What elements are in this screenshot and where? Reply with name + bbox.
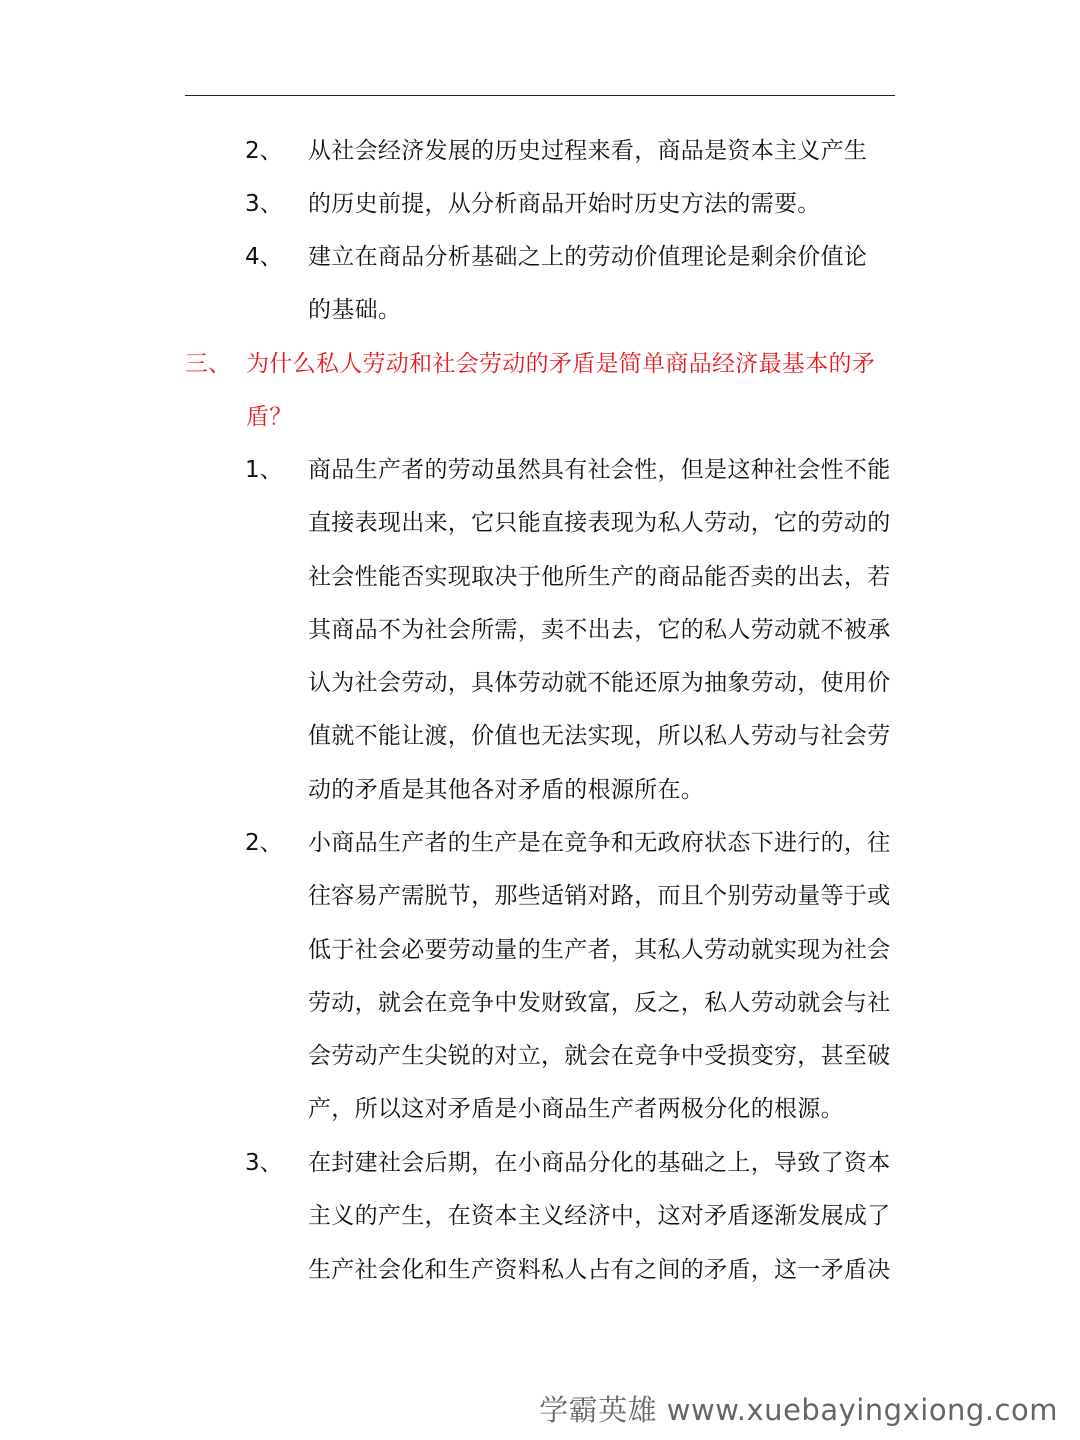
- text-line: 从社会经济发展的历史过程来看，商品是资本主义产生: [308, 138, 868, 164]
- text-line: 直接表现出来，它只能直接表现为私人劳动，它的劳动的: [308, 510, 891, 537]
- text-line: 往容易产需脱节，那些适销对路，而且个别劳动量等于或: [308, 883, 891, 910]
- item-text: [308, 178, 908, 231]
- text-line: 商品生产者的劳动虽然具有社会性，但是这种社会性不能: [308, 457, 891, 483]
- text-line: 生产社会化和生产资料私人占有之间的矛盾，这一矛盾决: [308, 1256, 891, 1283]
- text-line: 为什么私人劳动和社会劳动的矛盾是简单商品经济最基本的矛: [246, 351, 876, 377]
- item-number: 1、: [245, 457, 283, 483]
- text-line: 动的矛盾是其他各对矛盾的根源所在。: [308, 776, 705, 803]
- item-text: [308, 444, 908, 817]
- text-line: 小商品生产者的生产是在竞争和无政府状态下进行的，往: [308, 830, 891, 856]
- item-number: 4、: [245, 244, 283, 270]
- text-line: 劳动，就会在竞争中发财致富，反之，私人劳动就会与社: [308, 989, 891, 1016]
- item-number: 3、: [245, 191, 283, 217]
- section-title: [246, 338, 906, 445]
- text-line: 盾？: [246, 404, 293, 431]
- text-line: 其商品不为社会所需，卖不出去，它的私人劳动就不被承: [308, 616, 891, 643]
- text-line: 在封建社会后期，在小商品分化的基础之上，导致了资本: [308, 1150, 891, 1176]
- text-line: 主义的产生，在资本主义经济中，这对矛盾逐渐发展成了: [308, 1203, 891, 1230]
- text-line: 低于社会必要劳动量的生产者，其私人劳动就实现为社会: [308, 936, 891, 963]
- header-rule: [185, 95, 895, 96]
- text-line: 的历史前提，从分析商品开始时历史方法的需要。: [308, 191, 821, 217]
- item-text: [308, 1137, 908, 1297]
- text-line: 建立在商品分析基础之上的劳动价值理论是剩余价值论: [308, 244, 868, 270]
- text-line: 会劳动产生尖锐的对立，就会在竞争中受损变穷，甚至破: [308, 1043, 891, 1070]
- text-line: 认为社会劳动，具体劳动就不能还原为抽象劳动，使用价: [308, 670, 891, 697]
- text-line: 的基础。: [308, 297, 402, 324]
- item-number: 2、: [245, 830, 283, 856]
- item-number: 3、: [245, 1150, 283, 1176]
- section-number: 三、: [185, 351, 231, 377]
- text-line: 产，所以这对矛盾是小商品生产者两极分化的根源。: [308, 1096, 844, 1123]
- item-text: [308, 231, 908, 338]
- item-number: 2、: [245, 138, 283, 164]
- item-text: [308, 125, 908, 178]
- item-text: [308, 817, 908, 1137]
- text-line: 值就不能让渡，价值也无法实现，所以私人劳动与社会劳: [308, 723, 891, 750]
- site-watermark: 学霸英雄 www.xuebayingxiong.com: [539, 1393, 1058, 1427]
- text-line: 社会性能否实现取决于他所生产的商品能否卖的出去，若: [308, 563, 891, 590]
